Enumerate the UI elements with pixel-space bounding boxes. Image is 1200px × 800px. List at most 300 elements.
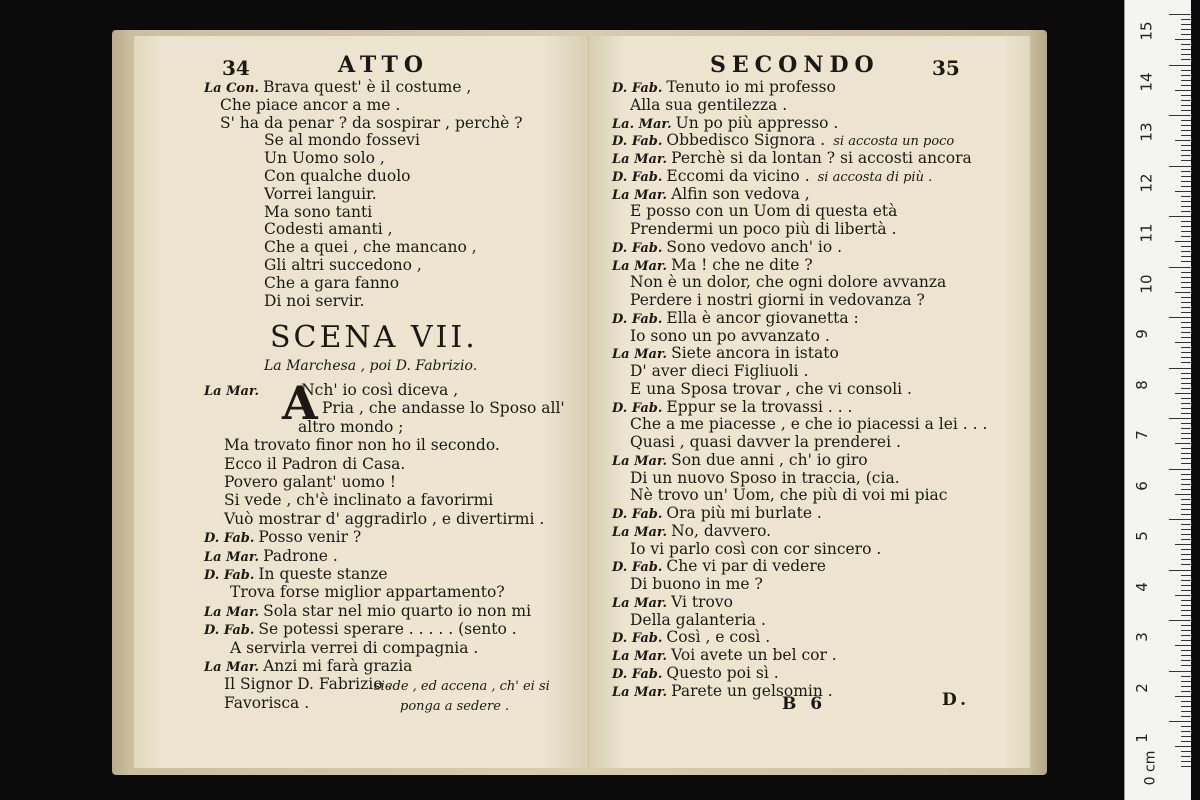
- ruler-minor-tick: [1181, 251, 1191, 252]
- ruler-minor-tick: [1181, 681, 1191, 682]
- right-page: [590, 36, 1030, 768]
- text-line: [264, 131, 420, 149]
- text-line: [264, 185, 377, 203]
- line-text: Siete ancora in istato: [671, 344, 839, 363]
- line-text: A servirla verrei di compagnia .: [230, 638, 479, 657]
- ruler-minor-tick: [1181, 751, 1191, 752]
- ruler-minor-tick: [1181, 534, 1191, 535]
- ruler-minor-tick: [1181, 660, 1191, 661]
- ruler-minor-tick: [1181, 206, 1191, 207]
- ruler-number: 14: [1137, 71, 1156, 92]
- ruler-minor-tick: [1181, 559, 1191, 560]
- line-text: Così , e così .: [666, 628, 771, 647]
- line-text: E una Sposa trovar , che vi consoli .: [630, 379, 912, 398]
- ruler-minor-tick: [1175, 443, 1191, 444]
- line-text: Alfin son vedova ,: [671, 184, 810, 203]
- signature-mark: B 6: [782, 694, 827, 714]
- ruler-minor-tick: [1181, 479, 1191, 480]
- ruler-minor-tick: [1181, 231, 1191, 232]
- speaker-label: La Mar.: [204, 549, 260, 565]
- line-text: No, davvero.: [671, 521, 772, 540]
- ruler-minor-tick: [1175, 696, 1191, 697]
- ruler-tick: [1169, 469, 1191, 470]
- ruler-tick: [1169, 671, 1191, 672]
- text-line: [230, 583, 505, 601]
- text-line: [630, 486, 947, 504]
- speaker-label: D. Fab.: [612, 240, 663, 256]
- text-line: [204, 657, 412, 677]
- speaker-label: La Mar.: [612, 684, 668, 700]
- line-text: Il Signor D. Fabrizio .: [224, 675, 393, 694]
- text-line: [224, 694, 309, 712]
- speaker-label: La Mar.: [612, 649, 668, 664]
- ruler-minor-tick: [1181, 413, 1191, 414]
- text-line: [224, 510, 544, 528]
- ruler-minor-tick: [1181, 580, 1191, 581]
- stage-direction: siede , ed accena , ch' ei si: [374, 679, 550, 694]
- speaker-label: D. Fab.: [612, 507, 663, 522]
- line-text: Io vi parlo così con cor sincero .: [630, 539, 882, 558]
- speaker-label: D. Fab.: [612, 134, 663, 150]
- ruler-minor-tick: [1181, 711, 1191, 712]
- catchword: D.: [942, 690, 971, 710]
- line-text: Pria , che andasse lo Sposo all': [322, 399, 565, 418]
- stage-direction: si accosta un poco: [833, 134, 955, 150]
- line-text: altro mondo ;: [298, 417, 404, 436]
- ruler-tick: [1169, 65, 1191, 66]
- line-text: Che piace ancor a me .: [220, 95, 401, 114]
- text-line: [204, 528, 361, 548]
- text-line: [630, 96, 787, 114]
- ruler-minor-tick: [1181, 85, 1191, 86]
- ruler-minor-tick: [1181, 474, 1191, 475]
- speaker-label: D. Fab.: [612, 311, 663, 327]
- line-text: Vi trovo: [671, 592, 733, 611]
- line-text: D' aver dieci Figliuoli .: [630, 362, 809, 380]
- ruler-minor-tick: [1181, 605, 1191, 606]
- ruler-tick: [1169, 418, 1191, 419]
- line-text: Anzi mi farà grazia: [263, 657, 413, 675]
- line-text: Eppur se la trovassi . . .: [666, 397, 853, 416]
- speaker-label: La Mar.: [204, 660, 260, 675]
- ruler-minor-tick: [1181, 160, 1191, 161]
- ruler-minor-tick: [1181, 590, 1191, 591]
- ruler-tick: [1169, 317, 1191, 318]
- ruler-minor-tick: [1181, 24, 1191, 25]
- ruler-minor-tick: [1181, 75, 1191, 76]
- ruler-minor-tick: [1181, 388, 1191, 389]
- ruler-minor-tick: [1181, 312, 1191, 313]
- ruler-minor-tick: [1181, 34, 1191, 35]
- ruler-minor-tick: [1181, 453, 1191, 454]
- speaker-label: D. Fab.: [612, 400, 663, 416]
- speaker-label: La Mar.: [612, 453, 668, 469]
- page-header: SECONDO: [710, 52, 880, 78]
- speaker-label: La Mar.: [612, 187, 668, 203]
- ruler-minor-tick: [1181, 398, 1191, 399]
- line-text: Di noi servir.: [264, 291, 365, 310]
- ruler-minor-tick: [1181, 701, 1191, 702]
- ruler-minor-tick: [1181, 373, 1191, 374]
- ruler-minor-tick: [1181, 135, 1191, 136]
- ruler-minor-tick: [1181, 655, 1191, 656]
- line-text: Son due anni , ch' io giro: [671, 450, 868, 469]
- ruler-minor-tick: [1181, 676, 1191, 677]
- text-line: [630, 415, 987, 433]
- text-line: [630, 469, 900, 487]
- text-line: [630, 433, 901, 451]
- ruler-minor-tick: [1181, 130, 1191, 131]
- ruler-minor-tick: [1181, 322, 1191, 323]
- ruler-minor-tick: [1175, 90, 1191, 91]
- ruler-minor-tick: [1181, 352, 1191, 353]
- ruler-minor-tick: [1175, 140, 1191, 141]
- speaker-label: La Con.: [204, 81, 260, 96]
- text-line: [264, 274, 399, 292]
- ruler-tick: [1169, 620, 1191, 621]
- ruler-minor-tick: [1181, 277, 1191, 278]
- line-text: Padrone .: [263, 546, 338, 565]
- ruler-minor-tick: [1181, 49, 1191, 50]
- ruler-tick: [1169, 115, 1191, 116]
- text-line: [204, 602, 531, 622]
- speaker-label: D. Fab.: [612, 666, 663, 682]
- ruler-minor-tick: [1181, 585, 1191, 586]
- ruler-tick: [1169, 14, 1191, 15]
- ruler-minor-tick: [1181, 761, 1191, 762]
- line-text: Tenuto io mi professo: [666, 78, 836, 96]
- text-line: [264, 238, 477, 256]
- ruler-minor-tick: [1181, 287, 1191, 288]
- text-line: [224, 436, 500, 454]
- ruler-minor-tick: [1181, 357, 1191, 358]
- line-text: Di un nuovo Sposo in traccia, (cia.: [630, 468, 900, 487]
- text-line: [630, 575, 763, 593]
- ruler-minor-tick: [1181, 741, 1191, 742]
- line-text: Ecco il Padron di Casa.: [224, 454, 406, 473]
- line-text: Con qualche duolo: [264, 167, 411, 185]
- ruler-minor-tick: [1181, 514, 1191, 515]
- line-text: Brava quest' è il costume ,: [263, 78, 472, 96]
- speaker-label: D. Fab.: [612, 81, 663, 96]
- ruler-minor-tick: [1181, 731, 1191, 732]
- ruler-minor-tick: [1175, 494, 1191, 495]
- text-line: [264, 167, 411, 185]
- line-text: Parete un gelsomin .: [671, 681, 833, 700]
- text-line: [224, 491, 493, 509]
- ruler-number: 4: [1132, 581, 1151, 592]
- ruler-number: 8: [1132, 379, 1151, 390]
- ruler-minor-tick: [1181, 236, 1191, 237]
- ruler-minor-tick: [1181, 625, 1191, 626]
- ruler-minor-tick: [1181, 640, 1191, 641]
- text-line: [630, 327, 830, 345]
- text-line: [224, 675, 392, 693]
- ruler-minor-tick: [1181, 201, 1191, 202]
- drop-cap: A: [282, 376, 318, 430]
- ruler-minor-tick: [1181, 665, 1191, 666]
- line-text: Questo poi sì .: [666, 663, 779, 682]
- line-text: S' ha da penar ? da sospirar , perchè ?: [220, 113, 523, 132]
- speaker-label: La Mar.: [612, 152, 668, 167]
- line-text: Perchè si da lontan ? si accosti ancora: [671, 149, 972, 167]
- ruler-minor-tick: [1181, 529, 1191, 530]
- ruler-minor-tick: [1181, 756, 1191, 757]
- line-text: Povero galant' uomo !: [224, 473, 396, 491]
- speaker-label: La Mar.: [612, 524, 668, 540]
- line-text: Non è un dolor, che ogni dolore avvanza: [630, 273, 947, 292]
- ruler-number: 12: [1137, 172, 1156, 193]
- text-line: [204, 620, 517, 640]
- ruler-minor-tick: [1175, 645, 1191, 646]
- ruler-minor-tick: [1181, 630, 1191, 631]
- text-line: [630, 220, 897, 238]
- ruler-minor-tick: [1175, 191, 1191, 192]
- ruler-minor-tick: [1181, 176, 1191, 177]
- line-text: Nch' io così diceva ,: [301, 381, 459, 399]
- text-line: [204, 547, 338, 567]
- ruler-minor-tick: [1181, 100, 1191, 101]
- ruler-minor-tick: [1181, 686, 1191, 687]
- ruler-minor-tick: [1181, 600, 1191, 601]
- ruler-minor-tick: [1181, 423, 1191, 424]
- ruler-minor-tick: [1181, 256, 1191, 257]
- ruler-minor-tick: [1181, 736, 1191, 737]
- ruler-tick: [1169, 166, 1191, 167]
- ruler-minor-tick: [1181, 383, 1191, 384]
- line-text: Ma ! che ne dite ?: [671, 255, 813, 274]
- ruler-minor-tick: [1181, 564, 1191, 565]
- line-text: Sono vedovo anch' io .: [666, 237, 843, 256]
- text-line: [298, 418, 404, 436]
- ruler-unit: 0 cm: [1142, 750, 1159, 786]
- scene-title: SCENA VII.: [270, 320, 478, 355]
- ruler-number: 7: [1132, 430, 1151, 440]
- ruler-tick: [1169, 267, 1191, 268]
- ruler-minor-tick: [1181, 509, 1191, 510]
- text-line: [230, 639, 478, 657]
- ruler-tick: [1169, 519, 1191, 520]
- ruler-minor-tick: [1181, 29, 1191, 30]
- text-line: [264, 203, 372, 221]
- line-text: Se al mondo fossevi: [264, 131, 420, 150]
- ruler-minor-tick: [1181, 302, 1191, 303]
- text-line: [264, 256, 422, 274]
- ruler-minor-tick: [1181, 95, 1191, 96]
- ruler-minor-tick: [1181, 433, 1191, 434]
- speaker-label: D. Fab.: [612, 560, 663, 576]
- ruler-minor-tick: [1181, 327, 1191, 328]
- ruler-minor-tick: [1175, 746, 1191, 747]
- ruler-minor-tick: [1181, 120, 1191, 121]
- ruler-minor-tick: [1175, 292, 1191, 293]
- line-text: Quasi , quasi davver la prenderei .: [630, 433, 901, 451]
- line-text: Della galanteria .: [630, 610, 766, 629]
- line-text: Io sono un po avvanzato .: [630, 326, 830, 345]
- ruler-minor-tick: [1181, 282, 1191, 283]
- scene-characters: La Marchesa , poi D. Fabrizio.: [264, 358, 478, 374]
- ruler-minor-tick: [1181, 155, 1191, 156]
- text-line: [322, 399, 565, 417]
- ruler-minor-tick: [1181, 766, 1191, 767]
- ruler-minor-tick: [1181, 297, 1191, 298]
- ruler-minor-tick: [1181, 246, 1191, 247]
- page-number: 35: [932, 56, 960, 80]
- stage-direction: ponga a sedere .: [400, 699, 510, 714]
- stage-direction: si accosta di più .: [817, 169, 933, 185]
- ruler-tick: [1169, 721, 1191, 722]
- ruler-number: 1: [1132, 733, 1151, 743]
- line-text: Sola star nel mio quarto io non mi: [263, 601, 532, 620]
- speaker-label: D. Fab.: [204, 623, 255, 639]
- text-line: [630, 362, 808, 380]
- ruler-minor-tick: [1181, 211, 1191, 212]
- ruler-number: 6: [1132, 480, 1151, 491]
- ruler-minor-tick: [1181, 145, 1191, 146]
- ruler-minor-tick: [1181, 150, 1191, 151]
- ruler-minor-tick: [1181, 489, 1191, 490]
- speaker-label: La. Mar.: [612, 116, 672, 132]
- line-text: Ma trovato finor non ho il secondo.: [224, 436, 500, 455]
- ruler-minor-tick: [1181, 261, 1191, 262]
- line-text: Che vi par di vedere: [666, 557, 826, 576]
- ruler-minor-tick: [1181, 80, 1191, 81]
- ruler-minor-tick: [1181, 554, 1191, 555]
- line-text: Che a gara fanno: [264, 273, 400, 292]
- text-line: [630, 291, 925, 309]
- ruler-number: 11: [1137, 223, 1156, 243]
- page-number: 34: [222, 56, 250, 80]
- text-line: [204, 565, 388, 585]
- line-text: Si vede , ch'è inclinato a favorirmi: [224, 491, 494, 510]
- ruler-minor-tick: [1181, 458, 1191, 459]
- ruler-tick: [1169, 368, 1191, 369]
- ruler-minor-tick: [1175, 241, 1191, 242]
- ruler-minor-tick: [1181, 615, 1191, 616]
- speaker-label: La Mar.: [612, 595, 668, 611]
- ruler-minor-tick: [1181, 463, 1191, 464]
- text-line: [224, 473, 396, 491]
- ruler-minor-tick: [1181, 362, 1191, 363]
- line-text: Che a quei , che mancano ,: [264, 238, 477, 257]
- text-line: [630, 380, 912, 398]
- text-line: [630, 273, 946, 291]
- ruler-number: 13: [1137, 122, 1156, 142]
- line-text: Posso venir ?: [258, 528, 362, 547]
- ruler-number: 5: [1132, 531, 1151, 541]
- ruler-number: 15: [1137, 21, 1156, 41]
- ruler-number: 2: [1132, 682, 1151, 693]
- ruler-minor-tick: [1181, 716, 1191, 717]
- speaker-label: La Mar.: [612, 347, 668, 363]
- line-text: In queste stanze: [258, 565, 388, 583]
- speaker-label: D. Fab.: [204, 531, 255, 547]
- line-text: Un po più appresso .: [675, 113, 839, 132]
- line-text: Un Uomo solo ,: [264, 149, 385, 168]
- line-text: Ella è ancor giovanetta :: [666, 308, 859, 327]
- ruler-minor-tick: [1181, 484, 1191, 485]
- line-text: Ma sono tanti: [264, 202, 373, 221]
- line-text: E posso con un Uom di questa età: [630, 202, 898, 221]
- ruler-minor-tick: [1181, 378, 1191, 379]
- page-header: ATTO: [338, 52, 429, 78]
- ruler-minor-tick: [1181, 549, 1191, 550]
- ruler-minor-tick: [1181, 610, 1191, 611]
- ruler-minor-tick: [1181, 504, 1191, 505]
- ruler-minor-tick: [1181, 110, 1191, 111]
- line-text: Di buono in me ?: [630, 575, 763, 593]
- ruler-minor-tick: [1175, 393, 1191, 394]
- ruler-minor-tick: [1181, 181, 1191, 182]
- ruler-minor-tick: [1181, 226, 1191, 227]
- ruler-minor-tick: [1181, 171, 1191, 172]
- ruler-minor-tick: [1181, 650, 1191, 651]
- ruler-minor-tick: [1181, 726, 1191, 727]
- ruler-minor-tick: [1181, 635, 1191, 636]
- text-line: [220, 96, 400, 114]
- ruler-minor-tick: [1181, 221, 1191, 222]
- line-text: Gli altri succedono ,: [264, 256, 422, 274]
- line-text: Che a me piacesse , e che io piacessi a lei . . .: [630, 415, 988, 434]
- ruler-minor-tick: [1175, 39, 1191, 40]
- line-text: Codesti amanti ,: [264, 220, 393, 239]
- text-line: [630, 202, 897, 220]
- text-line: [630, 540, 881, 558]
- ruler-minor-tick: [1181, 186, 1191, 187]
- line-text: Nè trovo un' Uom, che più di voi mi piac: [630, 486, 948, 505]
- text-line: [630, 611, 766, 629]
- left-page: [134, 36, 589, 768]
- speaker-label: D. Fab.: [612, 631, 663, 647]
- line-text: Eccomi da vicino .: [666, 166, 810, 185]
- ruler-minor-tick: [1181, 307, 1191, 308]
- ruler-minor-tick: [1175, 342, 1191, 343]
- text-line: [220, 114, 523, 132]
- text-line: [204, 381, 458, 401]
- ruler-minor-tick: [1181, 337, 1191, 338]
- speaker-label: La Mar.: [204, 384, 260, 399]
- ruler-minor-tick: [1181, 691, 1191, 692]
- ruler-minor-tick: [1181, 347, 1191, 348]
- line-text: Prendermi un poco più di libertà .: [630, 220, 897, 238]
- text-line: [264, 220, 393, 238]
- speaker-label: D. Fab.: [612, 169, 663, 185]
- ruler-tick: [1169, 216, 1191, 217]
- ruler-minor-tick: [1181, 125, 1191, 126]
- ruler-minor-tick: [1181, 448, 1191, 449]
- text-line: [264, 292, 364, 310]
- ruler-minor-tick: [1181, 44, 1191, 45]
- ruler-minor-tick: [1175, 595, 1191, 596]
- speaker-label: D. Fab.: [204, 568, 255, 583]
- ruler-minor-tick: [1181, 70, 1191, 71]
- ruler-minor-tick: [1181, 54, 1191, 55]
- ruler-minor-tick: [1175, 544, 1191, 545]
- line-text: Trova forse miglior appartamento?: [230, 583, 505, 602]
- line-text: Alla sua gentilezza .: [630, 95, 788, 114]
- ruler-minor-tick: [1181, 105, 1191, 106]
- line-text: Vuò mostrar d' aggradirlo , e divertirmi .: [224, 509, 545, 528]
- line-text: Se potessi sperare . . . . . (sento .: [258, 620, 517, 639]
- text-line: [224, 455, 405, 473]
- measuring-ruler: [1124, 0, 1191, 800]
- ruler-number: 10: [1137, 273, 1156, 294]
- ruler-minor-tick: [1181, 403, 1191, 404]
- line-text: Ora più mi burlate .: [666, 504, 822, 522]
- line-text: Voi avete un bel cor .: [671, 646, 837, 664]
- ruler-minor-tick: [1181, 575, 1191, 576]
- line-text: Vorrei languir.: [264, 184, 377, 203]
